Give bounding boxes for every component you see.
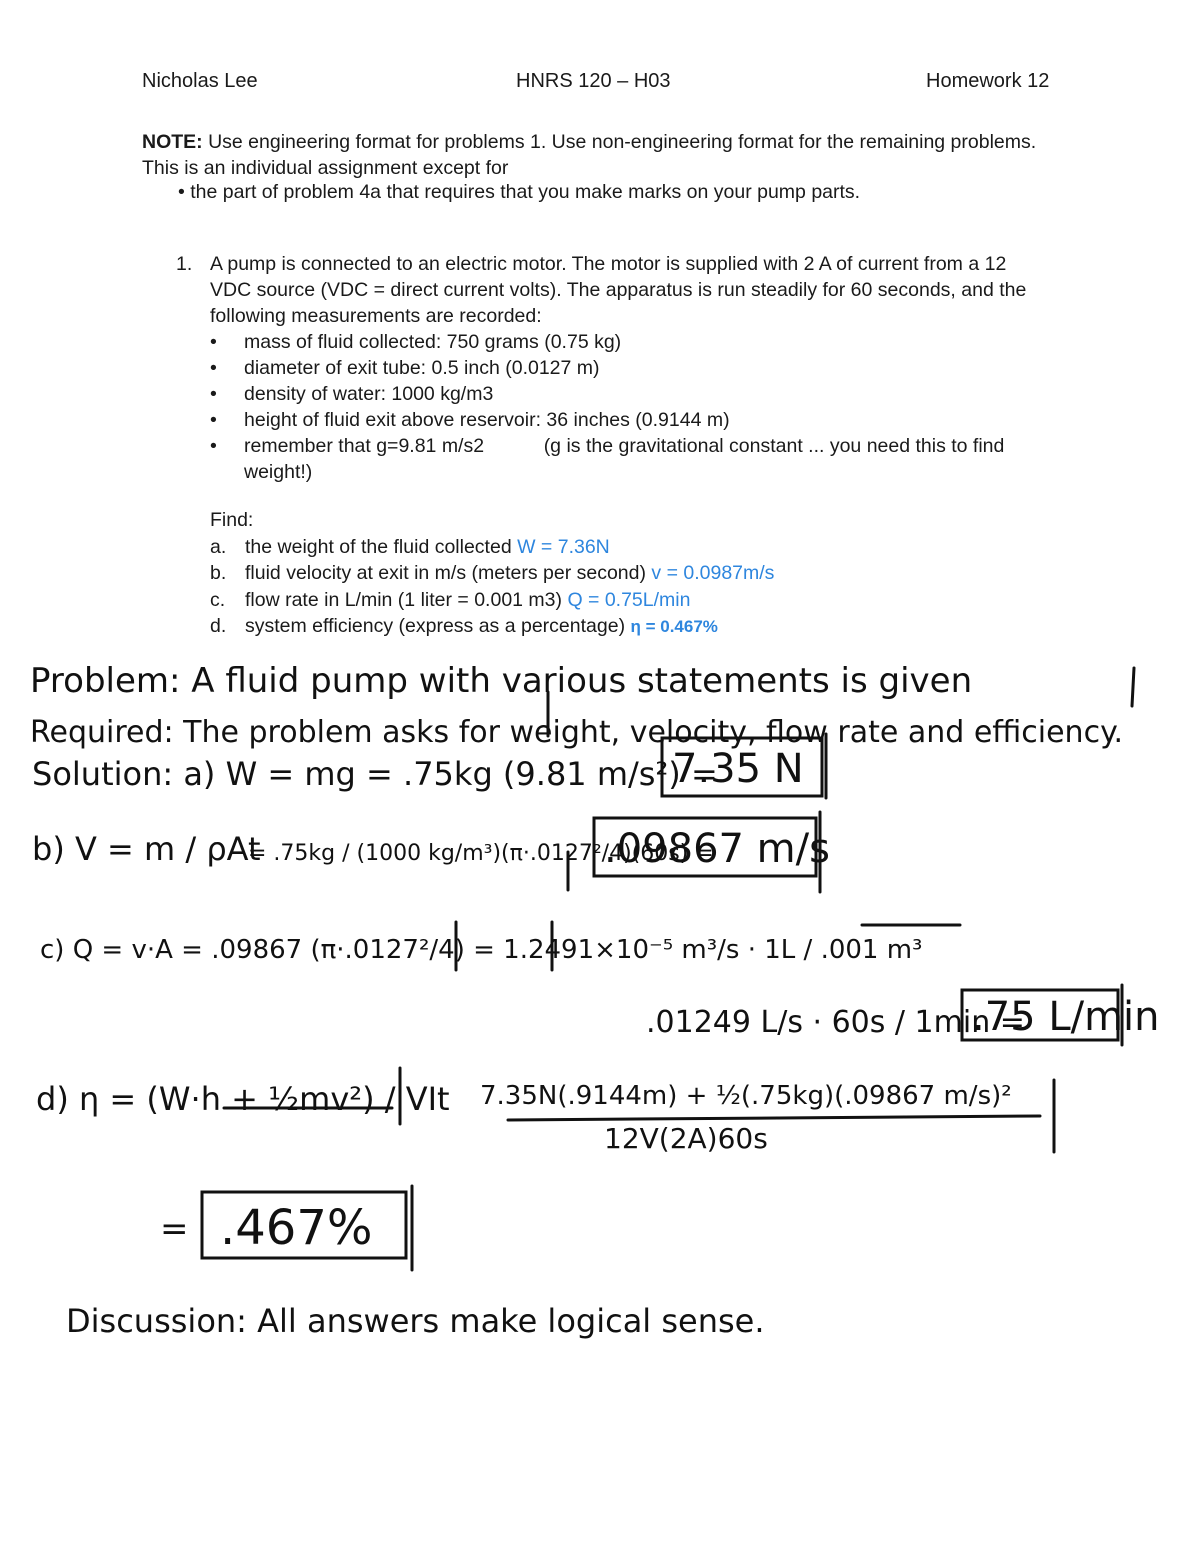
hw-solution-c2: .01249 L/s · 60s / 1min = [646, 1005, 1025, 1040]
find-item-a [210, 534, 1110, 561]
note-label: NOTE: [142, 131, 203, 153]
note-bullet: • the part of problem 4a that requires that you make marks on your pump parts. [178, 181, 861, 203]
course-code: HNRS 120 – H03 [516, 70, 671, 92]
measurement-item: • mass of fluid collected: 750 grams (0.75 kg) [210, 329, 1050, 355]
student-name: Nicholas Lee [142, 70, 258, 92]
hw-equals-sign: = [160, 1209, 189, 1249]
hw-solution-d-den: 12V(2A)60s [604, 1122, 768, 1155]
find-text: system efficiency (express as a percentage) [245, 615, 631, 637]
hw-solution-c: c) Q = v·A = .09867 (π·.0127²/4) = 1.2491×10⁻⁵ m³/s · 1L / .001 m³ [40, 935, 923, 965]
hw-discussion: Discussion: All answers make logical sense. [66, 1302, 765, 1340]
measurement-item: • height of fluid exit above reservoir: 36 inches (0.9144 m) [210, 407, 1050, 433]
handwritten-solution [0, 640, 1200, 1360]
hw-answer-c: .75 L/min [972, 994, 1160, 1040]
g-note: (g is the gravitational constant ... you need this to find weight!) [244, 435, 1005, 483]
find-answer: Q = 0.75L/min [567, 588, 691, 611]
hw-answer-a: 7.35 N [672, 746, 804, 792]
note-paragraph [142, 129, 1042, 181]
find-text: fluid velocity at exit in m/s (meters per second) [245, 562, 652, 584]
find-letter: b. [210, 562, 227, 584]
find-answer: v = 0.0987m/s [651, 562, 775, 584]
find-text: flow rate in L/min (1 liter = 0.001 m3) [245, 588, 568, 611]
find-answer: W = 7.36N [517, 535, 610, 558]
find-answer: η = 0.467% [630, 617, 718, 636]
hw-solution-d-num: 7.35N(.9144m) + ½(.75kg)(.09867 m/s)² [480, 1081, 1012, 1111]
find-section [210, 507, 1110, 641]
hw-answer-d: .467% [220, 1200, 373, 1256]
hw-problem-line: Problem: A fluid pump with various statements is given [30, 661, 973, 701]
find-text: the weight of the fluid collected [245, 535, 518, 558]
find-item-d [210, 613, 1110, 641]
problem-statement: A pump is connected to an electric motor. The motor is supplied with 2 A of current from a 12 VDC source (VDC = direct current volts). The apparatus is run steadily for 60 seconds, and the following measurements are recorded: [210, 253, 1027, 327]
measurement-item [210, 433, 1050, 485]
problem-number: 1. [176, 253, 193, 275]
find-letter: c. [210, 588, 226, 611]
hw-solution-a: Solution: a) W = mg = .75kg (9.81 m/s²) = [32, 755, 718, 793]
find-item-b [210, 560, 1110, 587]
note-bullet-text: the part of problem 4a that requires that you make marks on your pump parts. [190, 181, 861, 203]
hw-solution-b-mid: = .75kg / (1000 kg/m³)(π·.0127²/4)(60s) = [248, 841, 714, 866]
hw-solution-b-lhs: b) V = m / ρAt [32, 830, 261, 868]
hw-answer-b: .09867 m/s [604, 826, 830, 872]
find-letter: a. [210, 535, 227, 558]
measurement-list [210, 329, 1050, 485]
measurement-item: • diameter of exit tube: 0.5 inch (0.0127 m) [210, 355, 1050, 381]
find-letter: d. [210, 615, 227, 637]
note-text: Use engineering format for problems 1. Use non-engineering format for the remaining problems. This is an individual assignment except for [142, 131, 1037, 179]
g-line: remember that g=9.81 m/s2 [244, 435, 485, 457]
hw-required-line: Required: The problem asks for weight, velocity, flow rate and efficiency. [30, 715, 1124, 750]
measurement-item: • density of water: 1000 kg/m3 [210, 381, 1050, 407]
hw-solution-d-lhs: d) η = (W·h + ½mv²) / VIt [36, 1080, 450, 1118]
assignment-title: Homework 12 [926, 70, 1050, 92]
find-item-c [210, 587, 1110, 614]
find-label: Find: [210, 509, 254, 531]
